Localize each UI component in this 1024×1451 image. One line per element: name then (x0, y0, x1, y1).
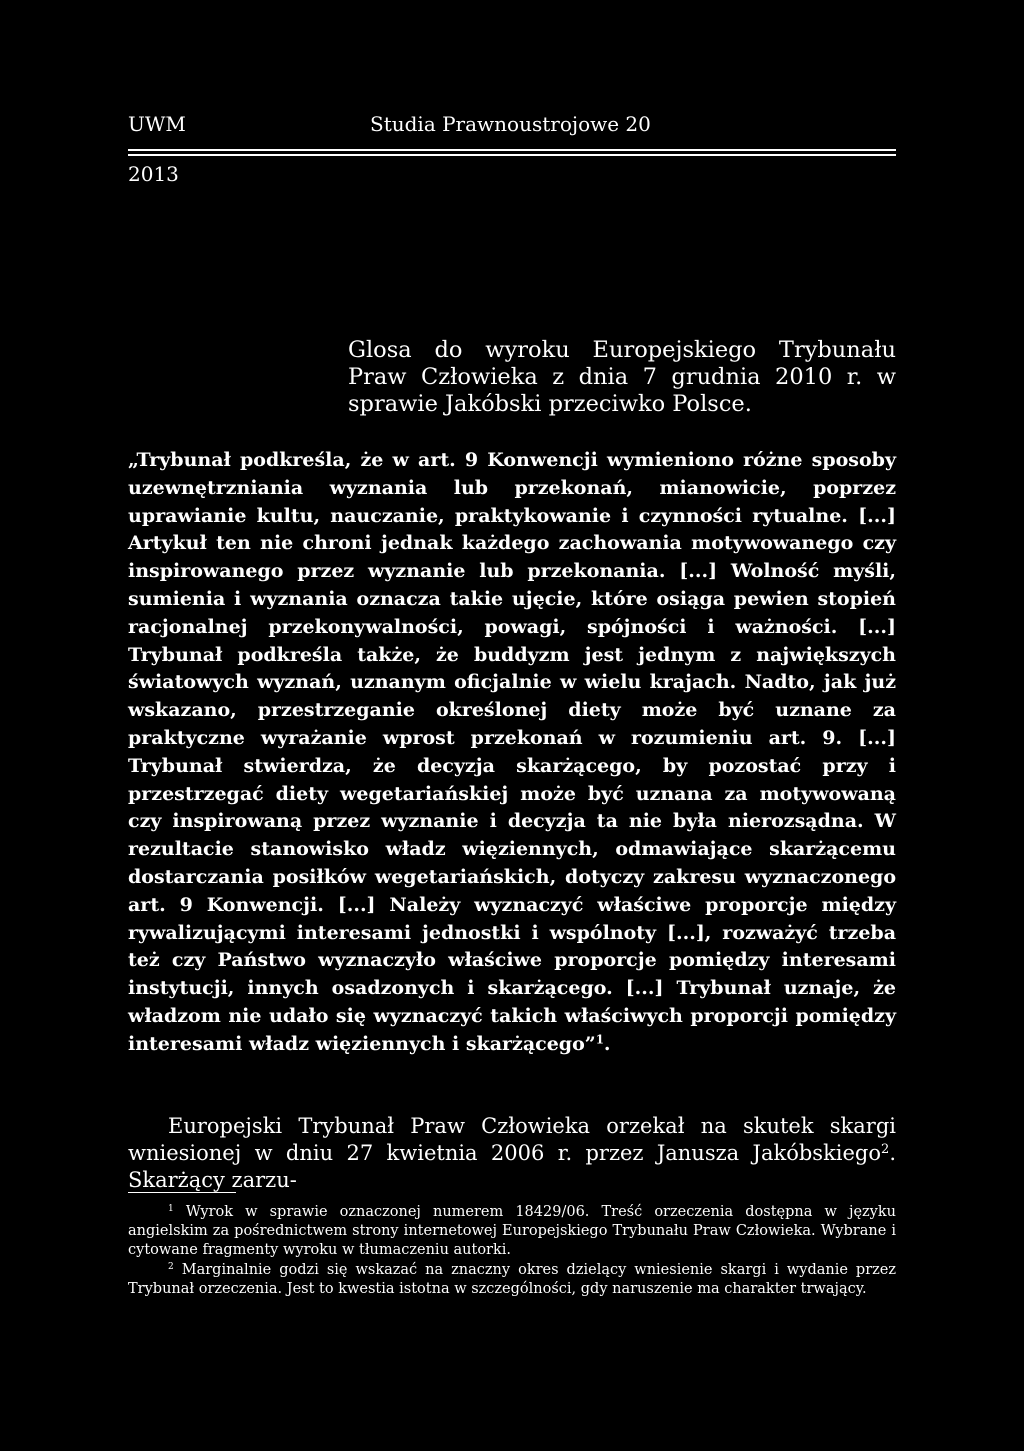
footnote-text-1: Wyrok w sprawie oznaczonej numerem 18429/06. Treść orzeczenia dostępna w języku angielskim za pośrednictwem strony internetowej Europejskiego Trybunału Praw Człowieka. Wybrane i cytowane fragmenty wyroku w tłumaczeniu autorki. (128, 1204, 897, 1259)
footnote-number-2: 2 (168, 1261, 174, 1272)
footnote-number-1: 1 (168, 1204, 174, 1215)
body-text-end: . Skarżący zarzu- (128, 1141, 896, 1192)
footnote-ref-2[interactable]: 2 (881, 1141, 890, 1157)
header-rule-top (128, 149, 896, 151)
body-paragraph (128, 1113, 896, 1194)
body-text-start: Europejski Trybunał Praw Człowieka orzekał na skutek skargi wniesionej w dniu 27 kwietnia 2006 r. przez Janusza Jakóbskiego (128, 1114, 896, 1165)
judgment-quote (128, 447, 896, 1059)
article-title: Glosa do wyroku Europejskiego Trybunału Praw Człowieka z dnia 7 grudnia 2010 r. w sprawie Jakóbski przeciwko Polsce. (348, 337, 896, 417)
footnote-text-2: Marginalnie godzi się wskazać na znaczny okres dzielący wniesienie skargi i wydanie przez Trybunał orzeczenia. Jest to kwestia istotna w szczególności, gdy naruszenie ma charakter trwający. (128, 1261, 897, 1297)
quote-text: „Trybunał podkreśla, że w art. 9 Konwencji wymieniono różne sposoby uzewnętrzniania wyznania lub przekonań, mianowicie, poprzez uprawianie kultu, nauczanie, praktykowanie i czynności rytualne. [...] Artykuł ten nie chroni jednak każdego zachowania motywowanego czy inspirowanego przez wyznanie lub przekonania. [...] Wolność myśli, sumienia i wyznania oznacza takie ujęcie, które osiąga pewien stopień racjonalnej przekonywalności, powagi, spójności i ważności. [...] Trybunał podkreśla także, że buddyzm jest jednym z największych światowych wyznań, uznanym oficjalnie w wielu krajach. Nadto, jak już wskazano, przestrzeganie określonej diety może być uznane za praktyczne wyrażanie wprost przekonań w rozumieniu art. 9. [...] Trybunał stwierdza, że decyzja skarżącego, by pozostać przy i przestrzegać diety wegetariańskiej może być uznana za motywowaną czy inspirowaną przez wyznanie i decyzja ta nie była nierozsądna. W rezultacie stanowisko władz więziennych, odmawiające skarżącemu dostarczania posiłków wegetariańskich, dotyczy zakresu wyznaczonego art. 9 Konwencji. [...] Należy wyznaczyć właściwe proporcje między rywalizującymi interesami jednostki i wspólnoty [...], rozważyć trzeba też czy Państwo wyznaczyło właściwe proporcje pomiędzy interesami instytucji, innych osadzonych i skarżącego. [...] Trybunał uznaje, że władzom nie udało się wyznaczyć takich właściwych proporcji pomiędzy interesami władz więziennych i skarżącego” (128, 449, 896, 1055)
journal-title: Studia Prawnoustrojowe 20 (370, 112, 651, 136)
footnote-2 (128, 1261, 896, 1299)
running-header (128, 112, 896, 186)
footnote-separator (128, 1192, 236, 1193)
footnote-ref-1[interactable]: 1 (595, 1032, 604, 1047)
footnote-1 (128, 1203, 896, 1261)
header-row (128, 112, 896, 136)
footnotes (128, 1203, 896, 1299)
header-rule-bottom (128, 154, 896, 156)
publication-year: 2013 (128, 162, 179, 186)
publisher-name: UWM (128, 112, 186, 136)
quote-end: . (603, 1032, 611, 1055)
